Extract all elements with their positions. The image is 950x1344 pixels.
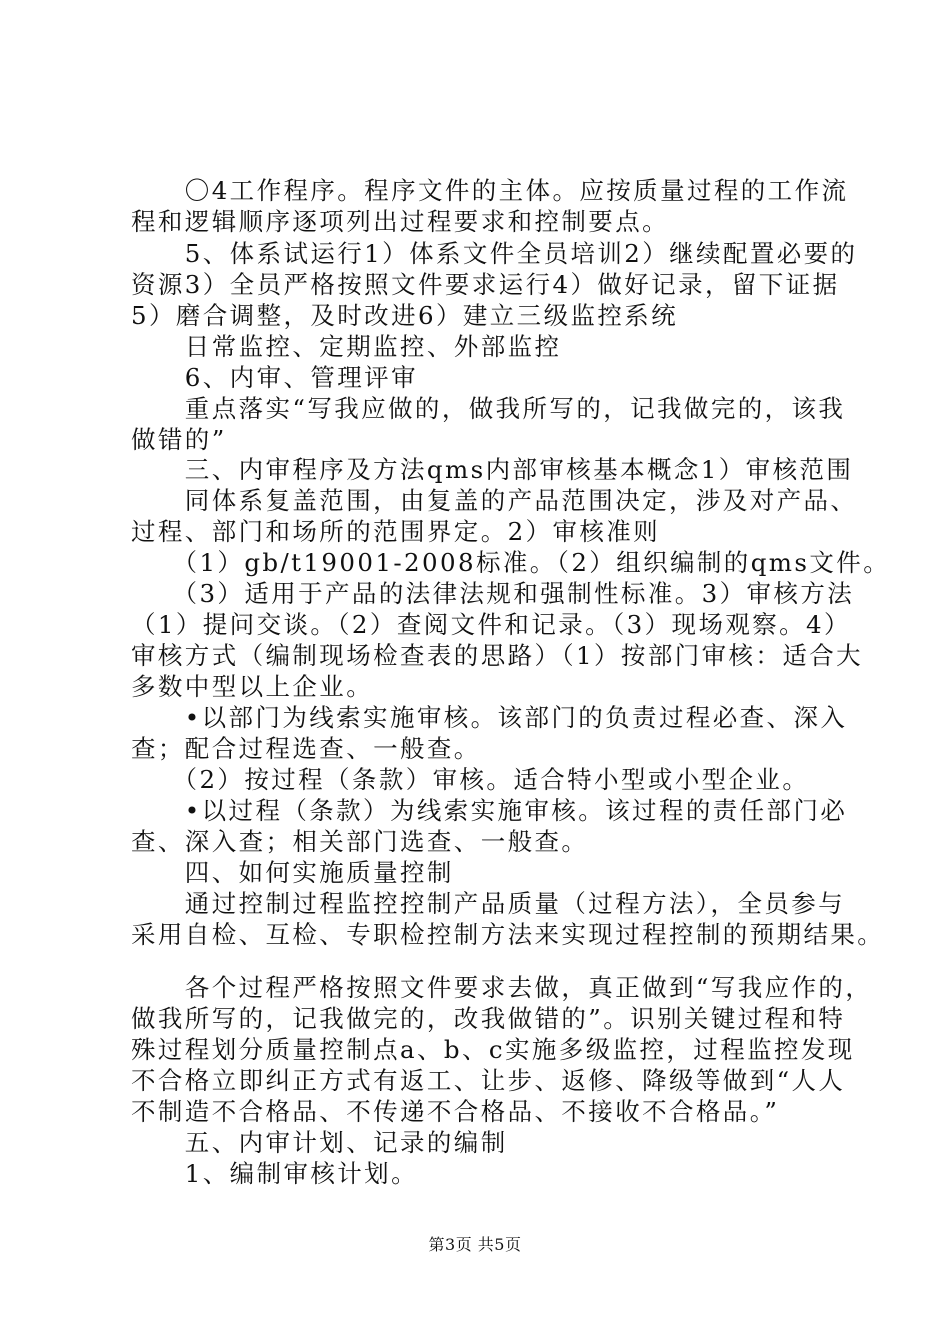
- text-line-11: 同体系复盖范围，由复盖的产品范围决定，涉及对产品、: [131, 486, 858, 515]
- text-line-20: （2）按过程（条款）审核。适合特小型或小型企业。: [131, 765, 810, 794]
- text-line-9: 做错的”: [131, 425, 227, 454]
- text-line-26: 各个过程严格按照文件要求去做，真正做到“写我应作的，: [131, 973, 873, 1002]
- text-line-24: 通过控制过程监控控制产品质量（过程方法），全员参与: [131, 889, 846, 918]
- text-line-18: •以部门为线索实施审核。该部门的负责过程必查、深入: [131, 703, 848, 732]
- text-line-15: （1）提问交谈。（2）查阅文件和记录。（3）现场观察。4）: [131, 610, 851, 639]
- text-line-28: 殊过程划分质量控制点a、b、c实施多级监控，过程监控发现: [131, 1035, 855, 1064]
- text-line-3: 5、体系试运行1）体系文件全员培训2）继续配置必要的: [131, 239, 858, 268]
- page-number-footer: 第3页 共5页: [428, 1235, 522, 1254]
- text-line-21: •以过程（条款）为线索实施审核。该过程的责任部门必: [131, 796, 848, 825]
- text-line-2: 程和逻辑顺序逐项列出过程要求和控制要点。: [131, 207, 669, 236]
- text-line-8: 重点落实“写我应做的，做我所写的，记我做完的，该我: [131, 394, 846, 423]
- text-line-7: 6、内审、管理评审: [131, 363, 418, 392]
- text-line-14: （3）适用于产品的法律法规和强制性标准。3）审核方法: [131, 579, 855, 608]
- text-line-6: 日常监控、定期监控、外部监控: [131, 332, 562, 361]
- text-line-19: 查；配合过程选查、一般查。: [131, 734, 481, 763]
- text-line-17: 多数中型以上企业。: [131, 672, 374, 701]
- text-line-22: 查、深入查；相关部门选查、一般查。: [131, 827, 589, 856]
- text-line-5: 5）磨合调整，及时改进6）建立三级监控系统: [131, 301, 679, 330]
- text-line-4: 资源3）全员严格按照文件要求运行4）做好记录，留下证据: [131, 270, 840, 299]
- text-line-13: （1）gb/t19001-2008标准。（2）组织编制的qms文件。: [131, 548, 891, 577]
- text-line-29: 不合格立即纠正方式有返工、让步、返修、降级等做到“人人: [131, 1066, 846, 1095]
- text-line-1: 〇4工作程序。程序文件的主体。应按质量过程的工作流: [131, 176, 849, 205]
- text-line-12: 过程、部门和场所的范围界定。2）审核准则: [131, 517, 661, 546]
- text-line-32: 1、编制审核计划。: [131, 1159, 418, 1188]
- text-line-23: 四、如何实施质量控制: [131, 858, 454, 887]
- text-line-25: 采用自检、互检、专职检控制方法来实现过程控制的预期结果。: [131, 920, 885, 949]
- text-line-10: 三、内审程序及方法qms内部审核基本概念1）审核范围: [131, 455, 854, 484]
- text-line-27: 做我所写的，记我做完的，改我做错的”。识别关键过程和特: [131, 1004, 846, 1033]
- text-line-31: 五、内审计划、记录的编制: [131, 1128, 508, 1157]
- text-line-30: 不制造不合格品、不传递不合格品、不接收不合格品。”: [131, 1097, 780, 1126]
- text-line-16: 审核方式（编制现场检查表的思路）（1）按部门审核：适合大: [131, 641, 864, 670]
